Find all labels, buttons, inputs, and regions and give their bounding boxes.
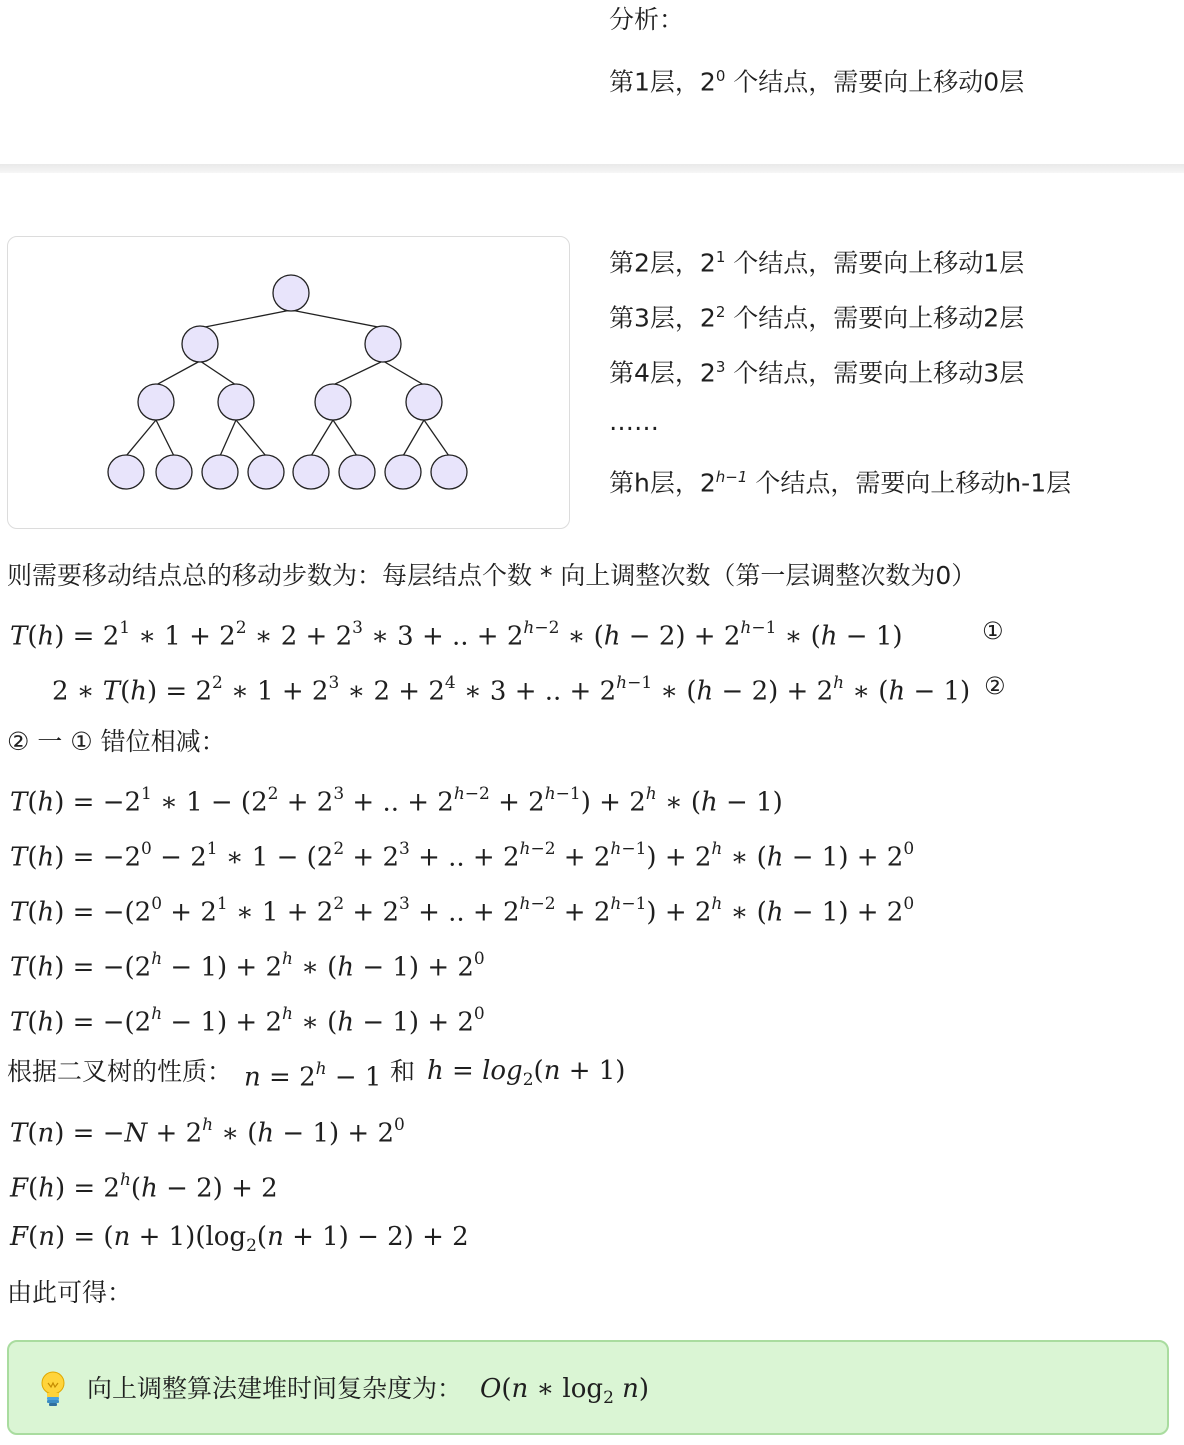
tree-node bbox=[218, 384, 254, 420]
equation-mark-1: ① bbox=[982, 617, 1004, 645]
property-text: 根据二叉树的性质： bbox=[7, 1057, 233, 1086]
level-3-exp: 2 bbox=[715, 303, 726, 321]
level-4-pre: 第4层，2 bbox=[609, 358, 716, 388]
equation-2: 2 ∗ $T(h) = 2^2$ ∗ $1 + 2^3$ ∗ $2 + 2^4$ ∗ 3 + .. + $2^{h-1}$ ∗ $(h - 2) + 2^h$ ∗ (h − 1) bbox=[52, 673, 971, 707]
tree-node bbox=[315, 384, 351, 420]
tree-node bbox=[339, 455, 375, 489]
level-1-pre: 第1层，2 bbox=[609, 67, 716, 97]
level-1-post: 个结点，需要向上移动0层 bbox=[725, 67, 1025, 97]
result-F-h: $F(h) = 2^h(h - 2) + 2$ bbox=[10, 1170, 278, 1204]
result-T-n: $T(n) = -N + 2^h$ ∗ $(h - 1) + 2^0$ bbox=[10, 1115, 405, 1149]
tip-formula: O(n ∗ $\log_2 n$) bbox=[480, 1374, 650, 1409]
level-3-pre: 第3层，2 bbox=[609, 303, 716, 333]
conclusion-text: 由此可得： bbox=[7, 1278, 133, 1307]
derivation-step-4: $T(h) = -(2^h - 1) + 2^h$ ∗ $(h - 1) + 2^0$ bbox=[10, 949, 485, 983]
result-F-n: $F(n) = (n + 1)(\log_2(n + 1) - 2) + 2$ bbox=[10, 1222, 469, 1257]
level-1-exp: 0 bbox=[715, 67, 726, 85]
level-h-exp: h−1 bbox=[715, 468, 748, 486]
level-1-line bbox=[609, 58, 1024, 100]
binary-tree-svg bbox=[8, 237, 569, 528]
tree-node bbox=[248, 455, 284, 489]
level-4-line bbox=[609, 349, 1024, 391]
level-h-post: 个结点，需要向上移动h-1层 bbox=[747, 468, 1072, 498]
tree-node bbox=[273, 275, 309, 311]
analysis-label: 分析： bbox=[609, 5, 685, 34]
level-3-line bbox=[609, 294, 1024, 336]
level-4-post: 个结点，需要向上移动3层 bbox=[725, 358, 1025, 388]
derivation-step-3: $T(h) = -(2^0 + 2^1$ ∗ $1 + 2^2 + 2^3$ + .. + $2^{h-2} + 2^{h-1}) + 2^h$ ∗ $(h - 1) + 2^0$ bbox=[10, 894, 915, 928]
derivation-step-5: $T(h) = -(2^h - 1) + 2^h$ ∗ $(h - 1) + 2^0$ bbox=[10, 1004, 485, 1038]
ellipsis: …… bbox=[609, 407, 659, 436]
tree-node bbox=[385, 455, 421, 489]
level-3-post: 个结点，需要向上移动2层 bbox=[725, 303, 1025, 333]
tree-node bbox=[431, 455, 467, 489]
equation-1: $T(h) = 2^1$ ∗ $1 + 2^2$ ∗ $2 + 2^3$ ∗ 3 + .. + $2^{h-2}$ ∗ $(h - 2) + 2^{h-1}$ ∗ (h − 1) bbox=[10, 618, 903, 652]
level-4-exp: 3 bbox=[715, 358, 726, 376]
level-2-pre: 第2层，2 bbox=[609, 248, 716, 278]
derivation-step-1: $T(h) = -2^1$ ∗ $1 - (2^2 + 2^3$ + .. + $2^{h-2} + 2^{h-1}) + 2^h$ ∗ (h − 1) bbox=[10, 784, 783, 818]
tree-node bbox=[365, 326, 401, 362]
equation-mark-2: ② bbox=[984, 672, 1006, 700]
property-formula-h: $h = \log_2(n + 1)$ bbox=[427, 1056, 626, 1091]
tree-node bbox=[138, 384, 174, 420]
tip-text: 向上调整算法建堆时间复杂度为： bbox=[87, 1374, 463, 1403]
level-2-line bbox=[609, 239, 1024, 281]
total-steps-text: 则需要移动结点总的移动步数为：每层结点个数 * 向上调整次数（第一层调整次数为0） bbox=[7, 561, 977, 590]
lightbulb-icon bbox=[39, 1370, 67, 1412]
level-h-line bbox=[609, 459, 1071, 501]
binary-tree-figure bbox=[7, 236, 570, 529]
level-2-post: 个结点，需要向上移动1层 bbox=[725, 248, 1025, 278]
level-h-pre: 第h层，2 bbox=[609, 468, 716, 498]
tip-callout bbox=[7, 1340, 1169, 1435]
and-text: 和 bbox=[390, 1057, 416, 1086]
level-2-exp: 1 bbox=[715, 248, 726, 266]
tree-node bbox=[202, 455, 238, 489]
subtract-text: ② 一 ① 错位相减： bbox=[7, 727, 226, 756]
tree-node bbox=[182, 326, 218, 362]
tree-node bbox=[293, 455, 329, 489]
tree-node bbox=[108, 455, 144, 489]
property-formula-n: $n = 2^h - 1$ bbox=[244, 1059, 382, 1093]
tree-node bbox=[156, 455, 192, 489]
tree-node bbox=[406, 384, 442, 420]
section-divider bbox=[0, 164, 1184, 173]
derivation-step-2: $T(h) = -2^0 - 2^1$ ∗ $1 - (2^2 + 2^3$ + .. + $2^{h-2} + 2^{h-1}) + 2^h$ ∗ $(h - 1) + 2^0$ bbox=[10, 839, 915, 873]
